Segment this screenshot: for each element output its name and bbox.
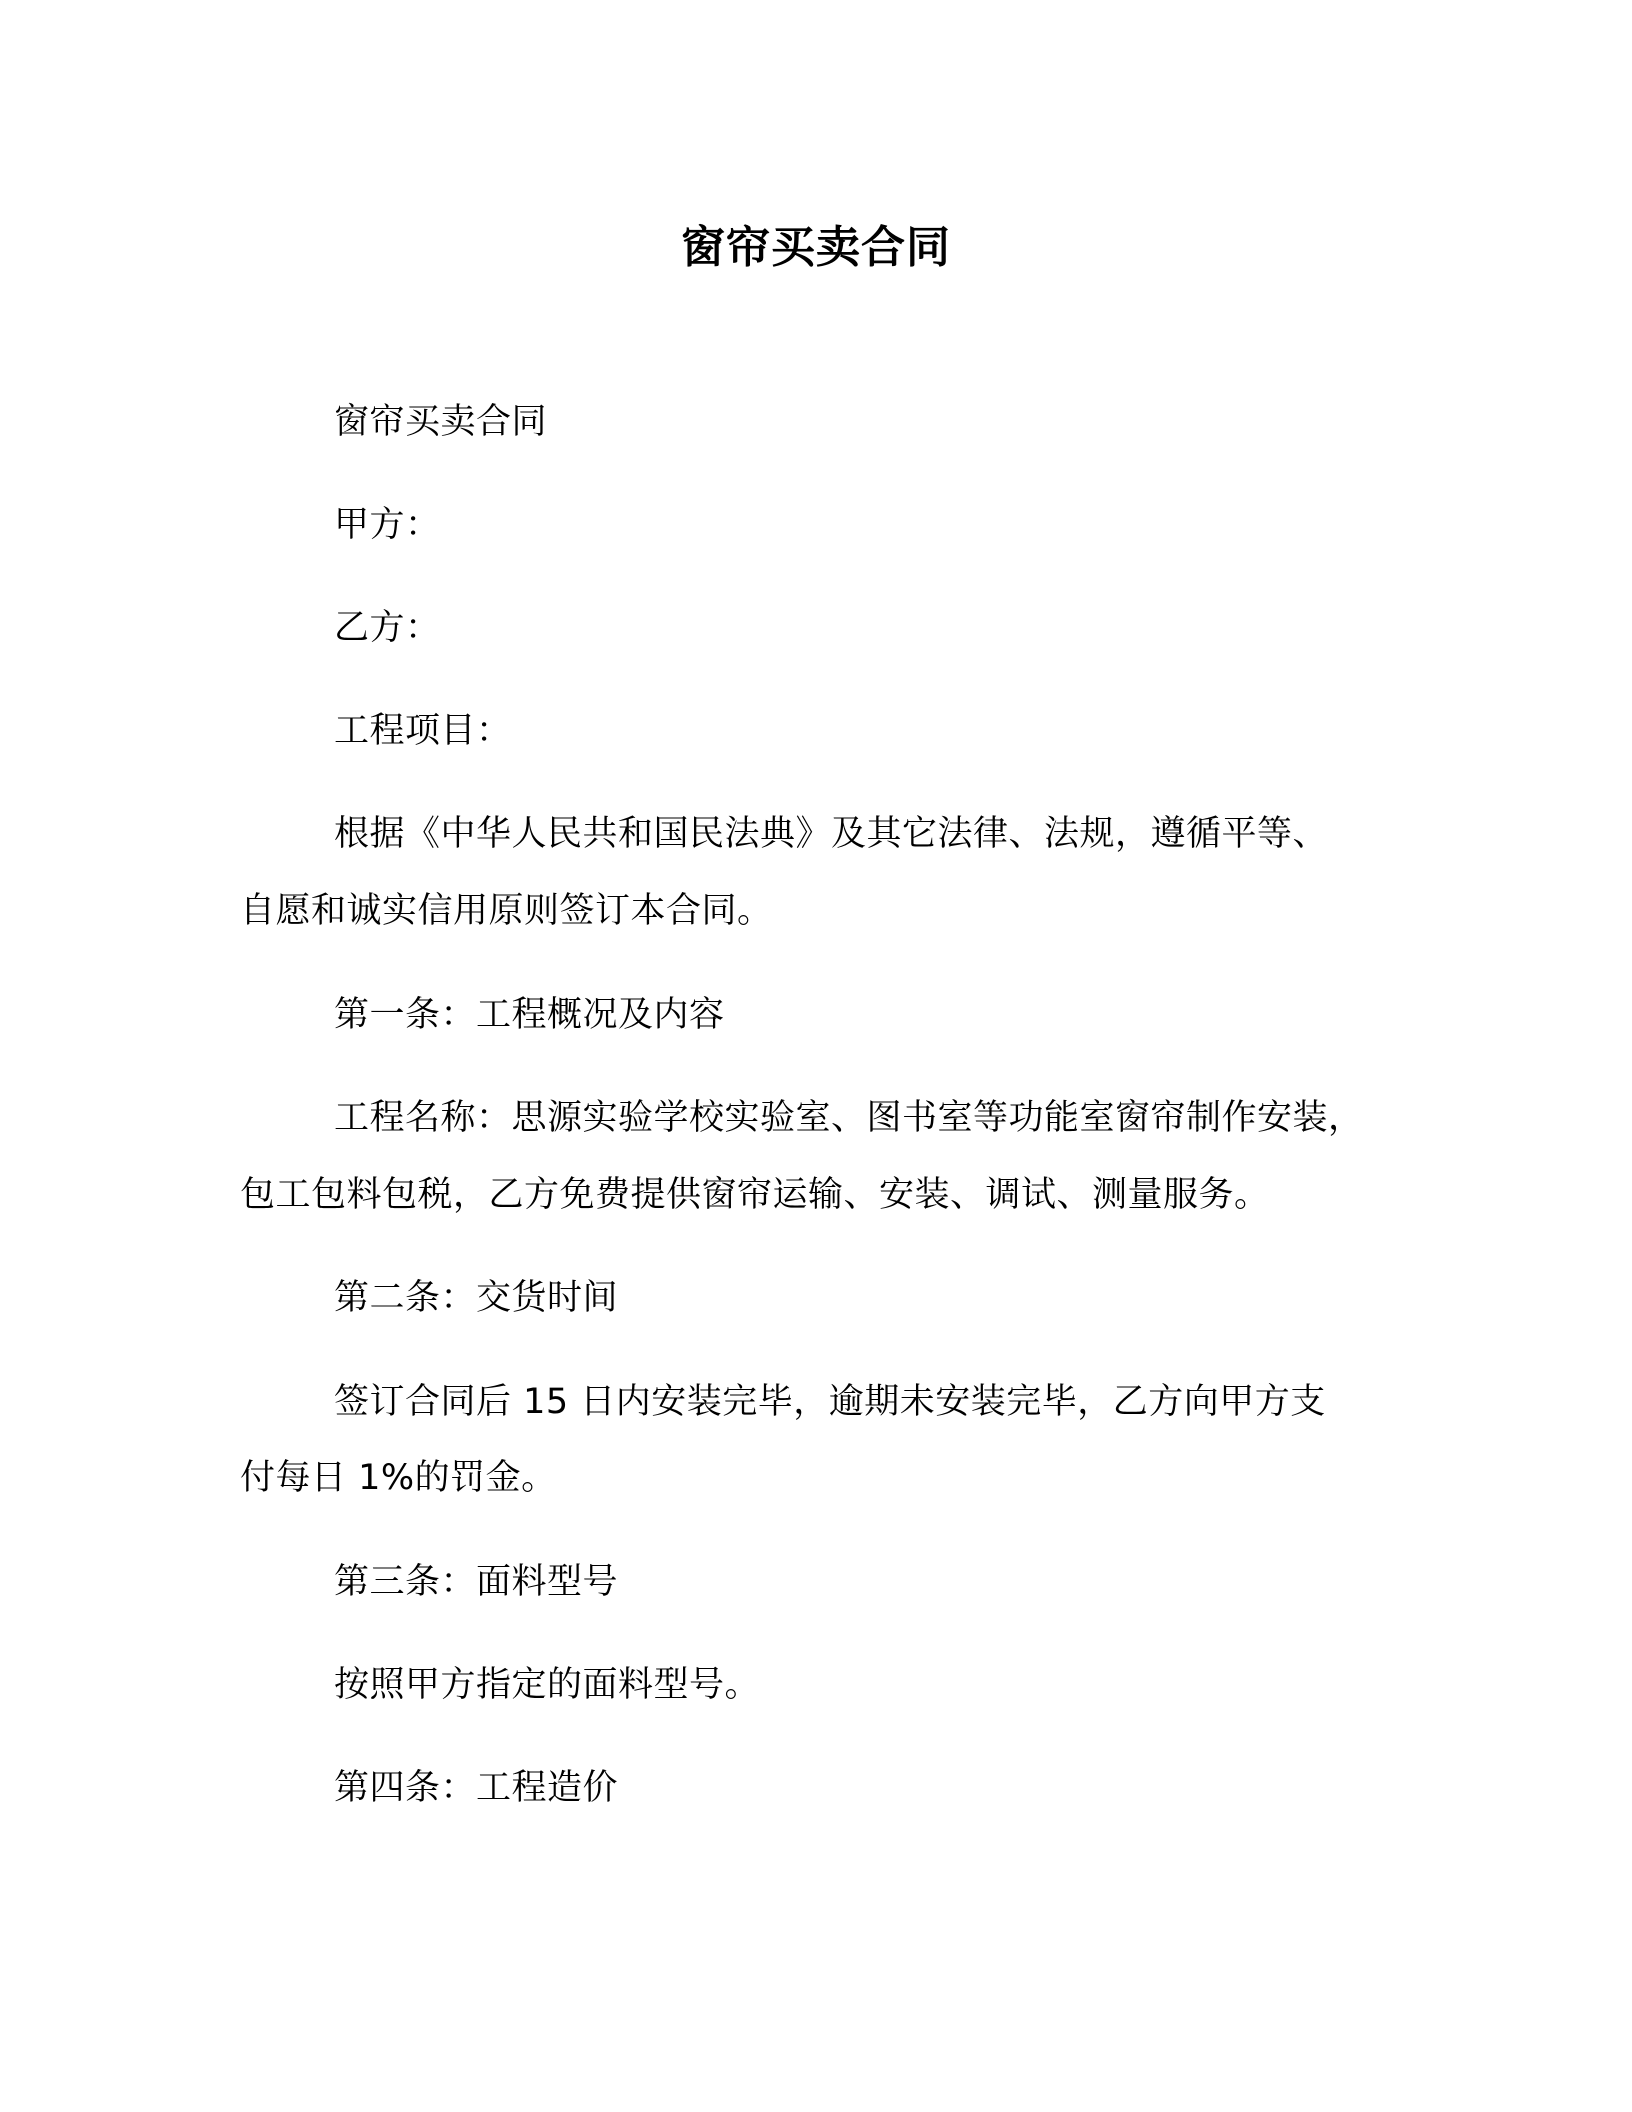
document-title: 窗帘买卖合同 (681, 222, 951, 273)
article-1-heading: 第一条：工程概况及内容 (334, 995, 725, 1035)
body-line-party-b: 乙方： (334, 608, 441, 648)
body-line-party-a: 甲方： (334, 505, 441, 545)
body-line-delivery-2: 付每日 1%的罚金。 (240, 1458, 557, 1498)
body-line-fabric: 按照甲方指定的面料型号。 (334, 1665, 761, 1705)
body-line-project-name-1: 工程名称：思源实验学校实验室、图书室等功能室窗帘制作安装， (334, 1098, 1364, 1138)
body-line-basis-1: 根据《中华人民共和国民法典》及其它法律、法规，遵循平等、 (334, 814, 1329, 854)
article-3-heading: 第三条：面料型号 (334, 1562, 619, 1602)
body-line-basis-2: 自愿和诚实信用原则签订本合同。 (240, 891, 773, 931)
body-line-project-name-2: 包工包料包税，乙方免费提供窗帘运输、安装、调试、测量服务。 (240, 1175, 1270, 1215)
body-line-delivery-1: 签订合同后 15 日内安装完毕，逾期未安装完毕，乙方向甲方支 (334, 1382, 1326, 1422)
article-2-heading: 第二条：交货时间 (334, 1278, 619, 1318)
article-4-heading: 第四条：工程造价 (334, 1768, 619, 1808)
body-line-contract-name: 窗帘买卖合同 (334, 402, 548, 442)
body-line-project: 工程项目： (334, 711, 512, 751)
